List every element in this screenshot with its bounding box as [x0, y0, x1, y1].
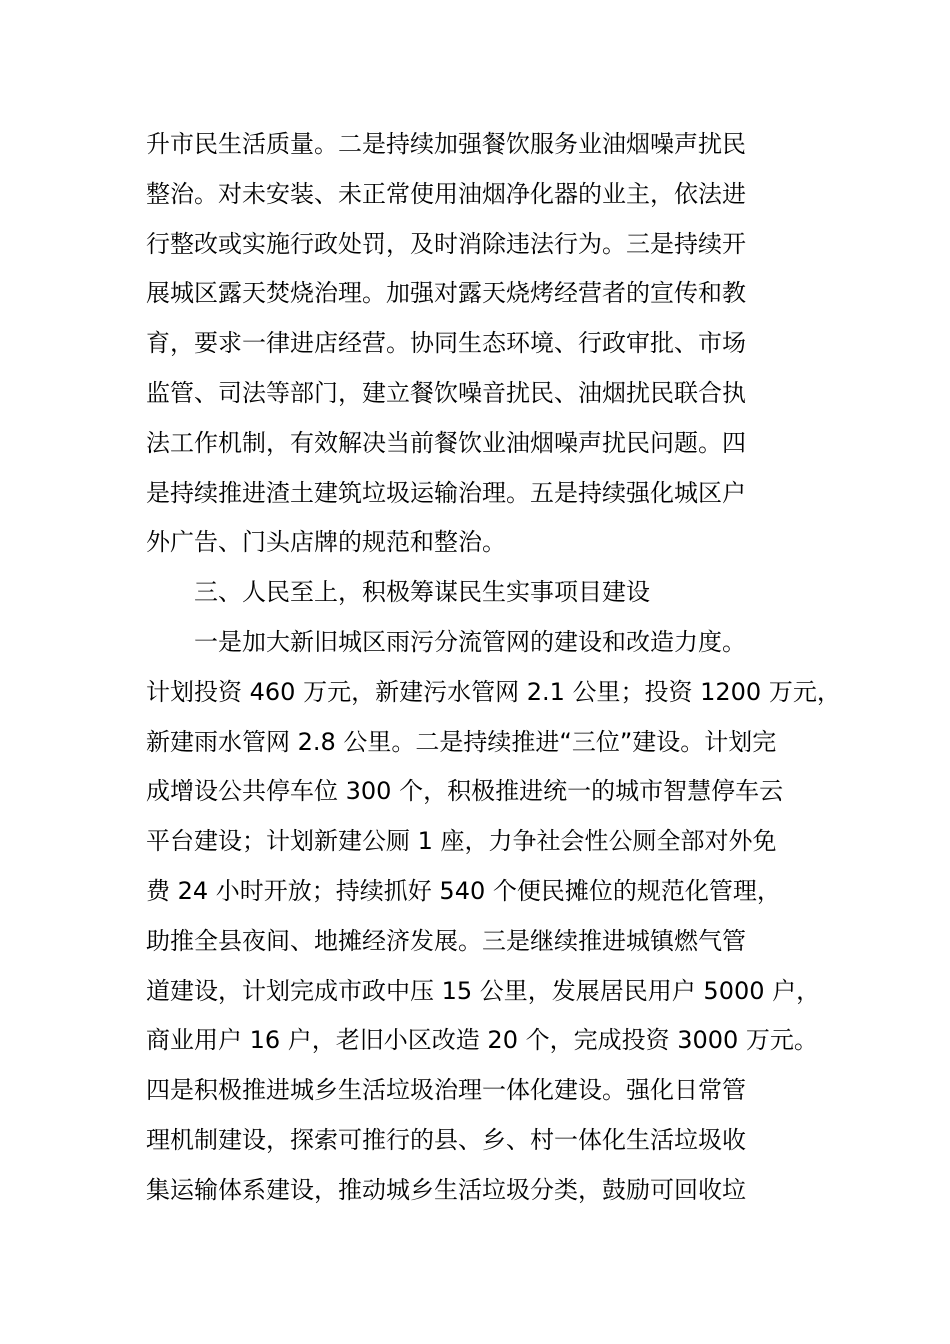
- text-line: 育，要求一律进店经营。协同生态环境、行政审批、市场: [146, 329, 746, 358]
- text-line: 外广告、门头店牌的规范和整治。: [146, 528, 506, 557]
- body-text: [146, 120, 841, 1216]
- text-line: 平台建设；计划新建公厕 1 座，力争社会性公厕全部对外免: [146, 827, 777, 856]
- text-line: 法工作机制，有效解决当前餐饮业油烟噪声扰民问题。四: [146, 428, 746, 457]
- text-line: 助推全县夜间、地摊经济发展。三是继续推进城镇燃气管: [146, 926, 746, 955]
- text-line: 计划投资 460 万元，新建污水管网 2.1 公里；投资 1200 万元，: [146, 677, 841, 706]
- text-line: 展城区露天焚烧治理。加强对露天烧烤经营者的宣传和教: [146, 279, 746, 308]
- text-line: 集运输体系建设，推动城乡生活垃圾分类，鼓励可回收垃: [146, 1175, 746, 1204]
- text-line: 升市民生活质量。二是持续加强餐饮服务业油烟噪声扰民: [146, 130, 746, 158]
- text-line: 整治。对未安装、未正常使用油烟净化器的业主，依法进: [146, 179, 746, 208]
- text-line: 新建雨水管网 2.8 公里。二是持续推进“三位”建设。计划完: [146, 727, 777, 756]
- text-line: 道建设，计划完成市政中压 15 公里，发展居民用户 5000 户，: [146, 976, 821, 1005]
- text-line: 是持续推进渣土建筑垃圾运输治理。五是持续强化城区户: [146, 478, 746, 507]
- text-line: 监管、司法等部门，建立餐饮噪音扰民、油烟扰民联合执: [146, 378, 746, 407]
- section-heading: 三、人民至上，积极筹谋民生实事项目建设: [194, 578, 650, 607]
- text-line: 商业用户 16 户，老旧小区改造 20 个，完成投资 3000 万元。: [146, 1026, 818, 1055]
- text-line: 四是积极推进城乡生活垃圾治理一体化建设。强化日常管: [146, 1076, 746, 1105]
- text-line: 成增设公共停车位 300 个，积极推进统一的城市智慧停车云: [146, 777, 784, 806]
- text-line: 理机制建设，探索可推行的县、乡、村一体化生活垃圾收: [146, 1125, 746, 1154]
- text-line: 行整改或实施行政处罚，及时消除违法行为。三是持续开: [146, 229, 746, 258]
- paragraph-first-line: 一是加大新旧城区雨污分流管网的建设和改造力度。: [194, 627, 746, 656]
- text-line: 费 24 小时开放；持续抓好 540 个便民摊位的规范化管理，: [146, 876, 781, 905]
